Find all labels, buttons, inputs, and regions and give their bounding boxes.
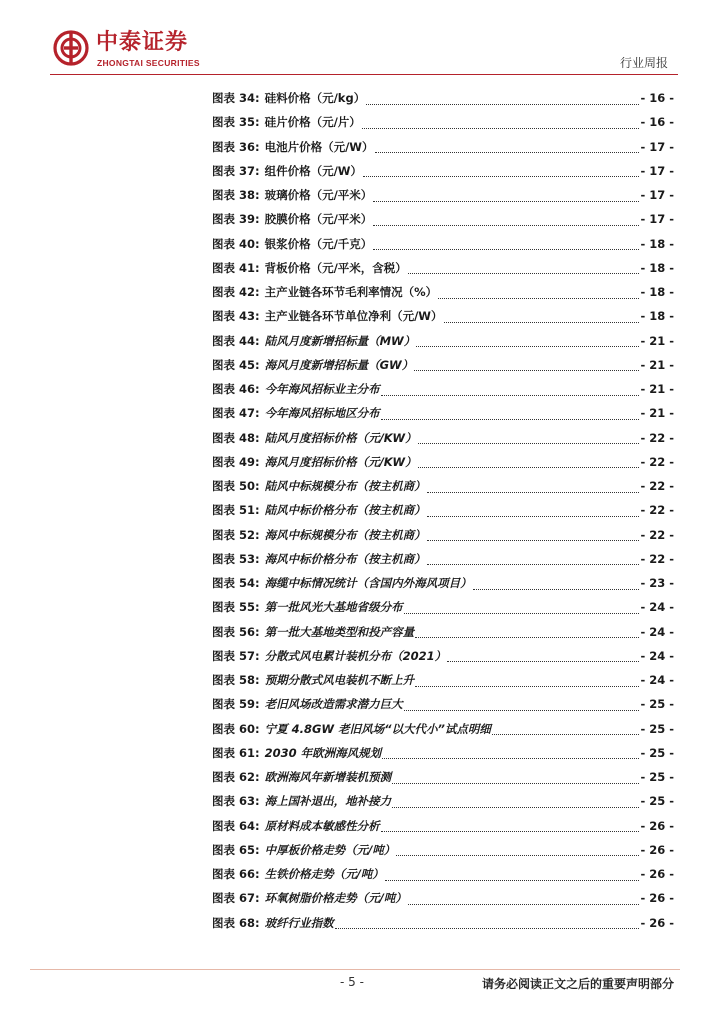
toc-entry-title: 主产业链各环节单位净利（元/W）: [264, 309, 443, 324]
toc-dot-leader: [415, 637, 639, 638]
toc-entry[interactable]: [212, 793, 674, 817]
toc-dot-leader: [414, 370, 639, 371]
toc-entry[interactable]: [212, 454, 674, 478]
toc-entry[interactable]: [212, 381, 674, 405]
toc-dot-leader: [363, 176, 639, 177]
toc-entry-title: 老旧风场改造需求潜力巨大: [264, 697, 403, 712]
page-number: - 5 -: [340, 975, 364, 989]
toc-entry-title: 海风月度新增招标量（GW）: [264, 357, 414, 372]
figure-table-of-contents: [212, 90, 674, 939]
toc-entry[interactable]: [212, 818, 674, 842]
toc-entry-page: - 22 -: [640, 454, 674, 469]
toc-entry[interactable]: [212, 308, 674, 332]
toc-entry[interactable]: [212, 890, 674, 914]
toc-entry[interactable]: [212, 114, 674, 138]
toc-entry[interactable]: [212, 599, 674, 623]
toc-dot-leader: [373, 249, 639, 250]
toc-entry[interactable]: [212, 915, 674, 939]
toc-entry-page: - 22 -: [640, 430, 674, 445]
toc-dot-leader: [381, 395, 640, 396]
toc-entry-title: 胶膜价格（元/平米）: [264, 212, 373, 227]
toc-entry-title: 硅料价格（元/kg）: [264, 91, 366, 105]
toc-entry-title: 主产业链各环节毛利率情况（%）: [264, 285, 438, 299]
toc-entry-label: 图表 43:: [212, 309, 260, 324]
toc-entry-page: - 17 -: [640, 139, 674, 154]
toc-entry-label: 图表 60:: [212, 721, 260, 736]
toc-entry[interactable]: [212, 430, 674, 454]
toc-entry-title: 今年海风招标地区分布: [264, 406, 380, 421]
toc-entry-title: 陆风中标规模分布（按主机商）: [264, 479, 426, 493]
toc-entry-title: 电池片价格（元/W）: [264, 139, 374, 154]
toc-dot-leader: [404, 710, 640, 711]
toc-entry[interactable]: [212, 260, 674, 284]
toc-entry-page: - 21 -: [640, 382, 674, 396]
toc-entry-label: 图表 66:: [212, 867, 260, 881]
report-type-label: 行业周报: [619, 56, 668, 70]
toc-entry-page: - 25 -: [640, 697, 674, 712]
toc-dot-leader: [416, 346, 639, 347]
toc-dot-leader: [392, 783, 639, 784]
toc-entry-page: - 17 -: [640, 188, 674, 202]
toc-dot-leader: [375, 152, 640, 153]
toc-dot-leader: [385, 880, 640, 881]
toc-entry-label: 图表 52:: [212, 527, 260, 542]
toc-entry-label: 图表 56:: [212, 624, 260, 639]
toc-entry-label: 图表 55:: [212, 600, 260, 615]
toc-dot-leader: [427, 540, 640, 541]
toc-dot-leader: [444, 322, 640, 323]
toc-entry-label: 图表 67:: [212, 891, 260, 906]
toc-entry-title: 预期分散式风电装机不断上升: [264, 673, 415, 687]
toc-entry-label: 图表 51:: [212, 503, 260, 518]
toc-entry[interactable]: [212, 551, 674, 575]
toc-dot-leader: [382, 758, 639, 759]
toc-entry-label: 图表 50:: [212, 479, 260, 493]
toc-entry-page: - 25 -: [640, 721, 674, 736]
toc-entry-page: - 24 -: [640, 624, 674, 639]
toc-entry-page: - 18 -: [640, 260, 674, 275]
toc-entry-title: 海风月度招标价格（元/KW）: [264, 454, 417, 469]
toc-dot-leader: [404, 613, 640, 614]
toc-entry[interactable]: [212, 187, 674, 211]
toc-entry-label: 图表 64:: [212, 818, 260, 833]
toc-entry-label: 图表 38:: [212, 188, 260, 202]
toc-entry-label: 图表 63:: [212, 794, 260, 809]
toc-entry-page: - 21 -: [640, 406, 674, 421]
toc-dot-leader: [418, 467, 640, 468]
toc-entry[interactable]: [212, 236, 674, 260]
toc-entry-title: 2030 年欧洲海风规划: [264, 745, 382, 760]
toc-entry-title: 原材料成本敏感性分析: [264, 818, 380, 833]
toc-entry-page: - 22 -: [640, 479, 674, 493]
toc-entry-label: 图表 61:: [212, 745, 260, 760]
toc-entry[interactable]: [212, 478, 674, 502]
toc-entry-label: 图表 48:: [212, 430, 260, 445]
toc-entry-label: 图表 45:: [212, 357, 260, 372]
toc-dot-leader: [427, 564, 640, 565]
toc-entry-title: 第一批大基地类型和投产容量: [264, 624, 415, 639]
toc-entry[interactable]: [212, 527, 674, 551]
toc-dot-leader: [415, 686, 639, 687]
toc-entry[interactable]: [212, 842, 674, 866]
toc-entry-page: - 18 -: [640, 285, 674, 299]
toc-entry-page: - 25 -: [640, 770, 674, 784]
toc-dot-leader: [418, 443, 640, 444]
toc-entry-title: 玻纤行业指数: [264, 915, 334, 930]
toc-entry-title: 硅片价格（元/片）: [264, 115, 361, 130]
toc-dot-leader: [408, 273, 640, 274]
zhongtai-logo-icon: [53, 30, 89, 66]
disclaimer-note: 请务必阅读正文之后的重要声明部分: [481, 977, 674, 991]
toc-entry-page: - 17 -: [640, 163, 674, 178]
toc-entry-title: 组件价格（元/W）: [264, 163, 362, 178]
toc-entry-page: - 25 -: [640, 745, 674, 760]
toc-entry[interactable]: [212, 333, 674, 357]
toc-dot-leader: [438, 298, 639, 299]
toc-entry-page: - 26 -: [640, 867, 674, 881]
toc-entry-page: - 22 -: [640, 551, 674, 566]
toc-entry-label: 图表 37:: [212, 163, 260, 178]
toc-entry-page: - 16 -: [640, 115, 674, 130]
toc-entry[interactable]: [212, 405, 674, 429]
toc-entry-label: 图表 44:: [212, 333, 260, 348]
toc-entry-page: - 17 -: [640, 212, 674, 227]
toc-entry-page: - 22 -: [640, 527, 674, 542]
toc-entry-label: 图表 36:: [212, 139, 260, 154]
toc-entry-label: 图表 42:: [212, 285, 260, 299]
toc-entry[interactable]: [212, 211, 674, 235]
toc-dot-leader: [373, 225, 639, 226]
toc-entry-label: 图表 46:: [212, 382, 260, 396]
toc-dot-leader: [366, 104, 639, 105]
toc-dot-leader: [473, 589, 640, 590]
toc-entry-page: - 18 -: [640, 309, 674, 324]
toc-entry-title: 分散式风电累计装机分布（2021）: [264, 648, 447, 663]
toc-entry-page: - 22 -: [640, 503, 674, 518]
toc-entry[interactable]: [212, 575, 674, 599]
toc-entry-title: 今年海风招标业主分布: [264, 382, 380, 396]
toc-entry[interactable]: [212, 866, 674, 890]
toc-entry-label: 图表 40:: [212, 236, 260, 251]
toc-entry[interactable]: [212, 672, 674, 696]
toc-entry[interactable]: [212, 502, 674, 526]
toc-dot-leader: [392, 807, 639, 808]
toc-entry[interactable]: [212, 624, 674, 648]
toc-entry-title: 海上国补退出，地补接力: [264, 794, 392, 809]
toc-entry-page: - 21 -: [640, 333, 674, 348]
toc-entry-title: 陆风月度新增招标量（MW）: [264, 333, 416, 348]
toc-entry-label: 图表 53:: [212, 551, 260, 566]
toc-entry-title: 银浆价格（元/千克）: [264, 236, 373, 251]
toc-entry-label: 图表 49:: [212, 454, 260, 469]
toc-entry-page: - 24 -: [640, 648, 674, 663]
toc-entry-title: 欧洲海风年新增装机预测: [264, 770, 392, 784]
toc-entry-label: 图表 47:: [212, 406, 260, 421]
toc-entry-page: - 21 -: [640, 357, 674, 372]
toc-entry[interactable]: [212, 745, 674, 769]
toc-entry-label: 图表 59:: [212, 697, 260, 712]
toc-entry-label: 图表 41:: [212, 260, 260, 275]
toc-dot-leader: [373, 201, 639, 202]
toc-entry-page: - 23 -: [640, 576, 674, 590]
toc-entry-label: 图表 34:: [212, 91, 260, 105]
toc-dot-leader: [492, 734, 640, 735]
toc-entry-label: 图表 68:: [212, 915, 260, 930]
toc-dot-leader: [381, 831, 640, 832]
toc-dot-leader: [447, 661, 639, 662]
toc-entry[interactable]: [212, 357, 674, 381]
toc-entry[interactable]: [212, 721, 674, 745]
toc-entry-label: 图表 58:: [212, 673, 260, 687]
toc-entry[interactable]: [212, 90, 674, 114]
toc-entry-title: 陆风中标价格分布（按主机商）: [264, 503, 426, 518]
footer-divider: [30, 969, 680, 970]
toc-dot-leader: [335, 928, 640, 929]
toc-entry-title: 宁夏 4.8GW 老旧风场“以大代小”试点明细: [264, 721, 491, 736]
toc-entry-title: 生铁价格走势（元/吨）: [264, 867, 384, 881]
toc-entry-page: - 24 -: [640, 600, 674, 615]
toc-entry-title: 海风中标价格分布（按主机商）: [264, 551, 426, 566]
toc-entry-title: 海缆中标情况统计（含国内外海风项目）: [264, 576, 472, 590]
toc-entry[interactable]: [212, 769, 674, 793]
toc-entry-label: 图表 62:: [212, 770, 260, 784]
toc-dot-leader: [408, 904, 640, 905]
toc-entry[interactable]: [212, 163, 674, 187]
logo-english-name: ZHONGTAI SECURITIES: [97, 58, 200, 68]
toc-entry-page: - 26 -: [640, 915, 674, 930]
toc-entry-page: - 18 -: [640, 236, 674, 251]
toc-entry-title: 陆风月度招标价格（元/KW）: [264, 430, 417, 445]
toc-entry-page: - 16 -: [640, 91, 674, 105]
toc-entry-label: 图表 54:: [212, 576, 260, 590]
toc-entry-page: - 26 -: [640, 842, 674, 857]
toc-entry-title: 环氧树脂价格走势（元/吨）: [264, 891, 407, 906]
toc-entry-label: 图表 39:: [212, 212, 260, 227]
toc-entry[interactable]: [212, 284, 674, 308]
page-header: [0, 0, 724, 80]
toc-entry-page: - 26 -: [640, 818, 674, 833]
logo-chinese-name: 中泰证券: [96, 30, 189, 55]
toc-entry-label: 图表 57:: [212, 648, 260, 663]
toc-dot-leader: [362, 128, 640, 129]
header-divider: [50, 74, 678, 75]
toc-entry-page: - 24 -: [640, 673, 674, 687]
toc-entry[interactable]: [212, 696, 674, 720]
toc-entry-title: 中厚板价格走势（元/吨）: [264, 842, 396, 857]
toc-entry-title: 海风中标规模分布（按主机商）: [264, 527, 426, 542]
toc-entry-label: 图表 35:: [212, 115, 260, 130]
toc-entry-label: 图表 65:: [212, 842, 260, 857]
toc-entry[interactable]: [212, 139, 674, 163]
toc-dot-leader: [396, 855, 639, 856]
toc-entry-page: - 25 -: [640, 794, 674, 809]
toc-dot-leader: [427, 492, 640, 493]
toc-dot-leader: [427, 516, 640, 517]
toc-dot-leader: [381, 419, 640, 420]
toc-entry-title: 玻璃价格（元/平米）: [264, 188, 373, 202]
toc-entry[interactable]: [212, 648, 674, 672]
toc-entry-title: 背板价格（元/平米，含税）: [264, 260, 407, 275]
toc-entry-page: - 26 -: [640, 891, 674, 906]
toc-entry-title: 第一批风光大基地省级分布: [264, 600, 403, 615]
